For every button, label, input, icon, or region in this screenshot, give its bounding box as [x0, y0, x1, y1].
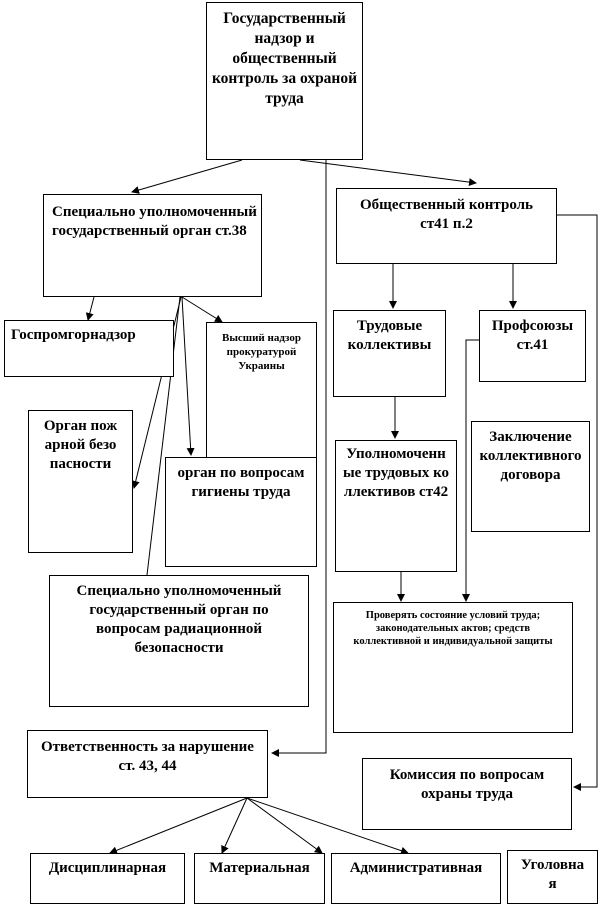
node-criminal: Уголовная	[507, 850, 598, 904]
node-administrative: Административная	[331, 853, 501, 904]
node-radiation-organ: Специально уполномоченный государственный орган по вопросам радиационной безопасности	[49, 575, 309, 707]
node-hygiene-organ: орган по вопросам гигиены труда	[165, 457, 317, 567]
node-highest-supervision: Высший надзор прокуратурой Украины	[206, 322, 317, 467]
arrow-special-to-hygiene	[182, 297, 191, 455]
node-fire-safety: Орган пожарной безопасности	[28, 410, 133, 553]
node-labor-collectives: Трудовые коллективы	[333, 310, 446, 397]
node-check-conditions: Проверять состояние условий труда; законодательных актов; средств коллективной и индивидуальной защиты	[333, 602, 573, 733]
node-special-organ: Специально уполномоченный государственный орган ст.38	[43, 194, 262, 297]
node-collective-agreement: Заключение коллективного договора	[471, 421, 590, 532]
node-gospromgornadzor: Госпромгорнадзор	[4, 320, 174, 377]
arrow-special-to-highest	[182, 297, 222, 322]
node-trade-unions: Профсоюзы ст.41	[479, 310, 586, 382]
arrow-resp-to-administrative	[247, 798, 322, 853]
node-commission: Комиссия по вопросам охраны труда	[362, 758, 572, 830]
node-authorized-collectives: Уполномоченные трудовых коллективов ст42	[335, 440, 457, 572]
arrow-top-to-special-organ	[132, 160, 242, 192]
arrow-special-to-gospromgornadzor	[88, 297, 94, 320]
arrow-resp-to-disciplinary	[110, 798, 247, 853]
node-public-control: Общественный контроль ст41 п.2	[336, 188, 557, 264]
node-material: Материальная	[194, 853, 325, 904]
node-top: Государственный надзор и общественный контроль за охраной труда	[206, 2, 363, 160]
node-disciplinary: Дисциплинарная	[30, 853, 185, 904]
node-responsibility: Ответственность за нарушение ст. 43, 44	[27, 730, 268, 798]
